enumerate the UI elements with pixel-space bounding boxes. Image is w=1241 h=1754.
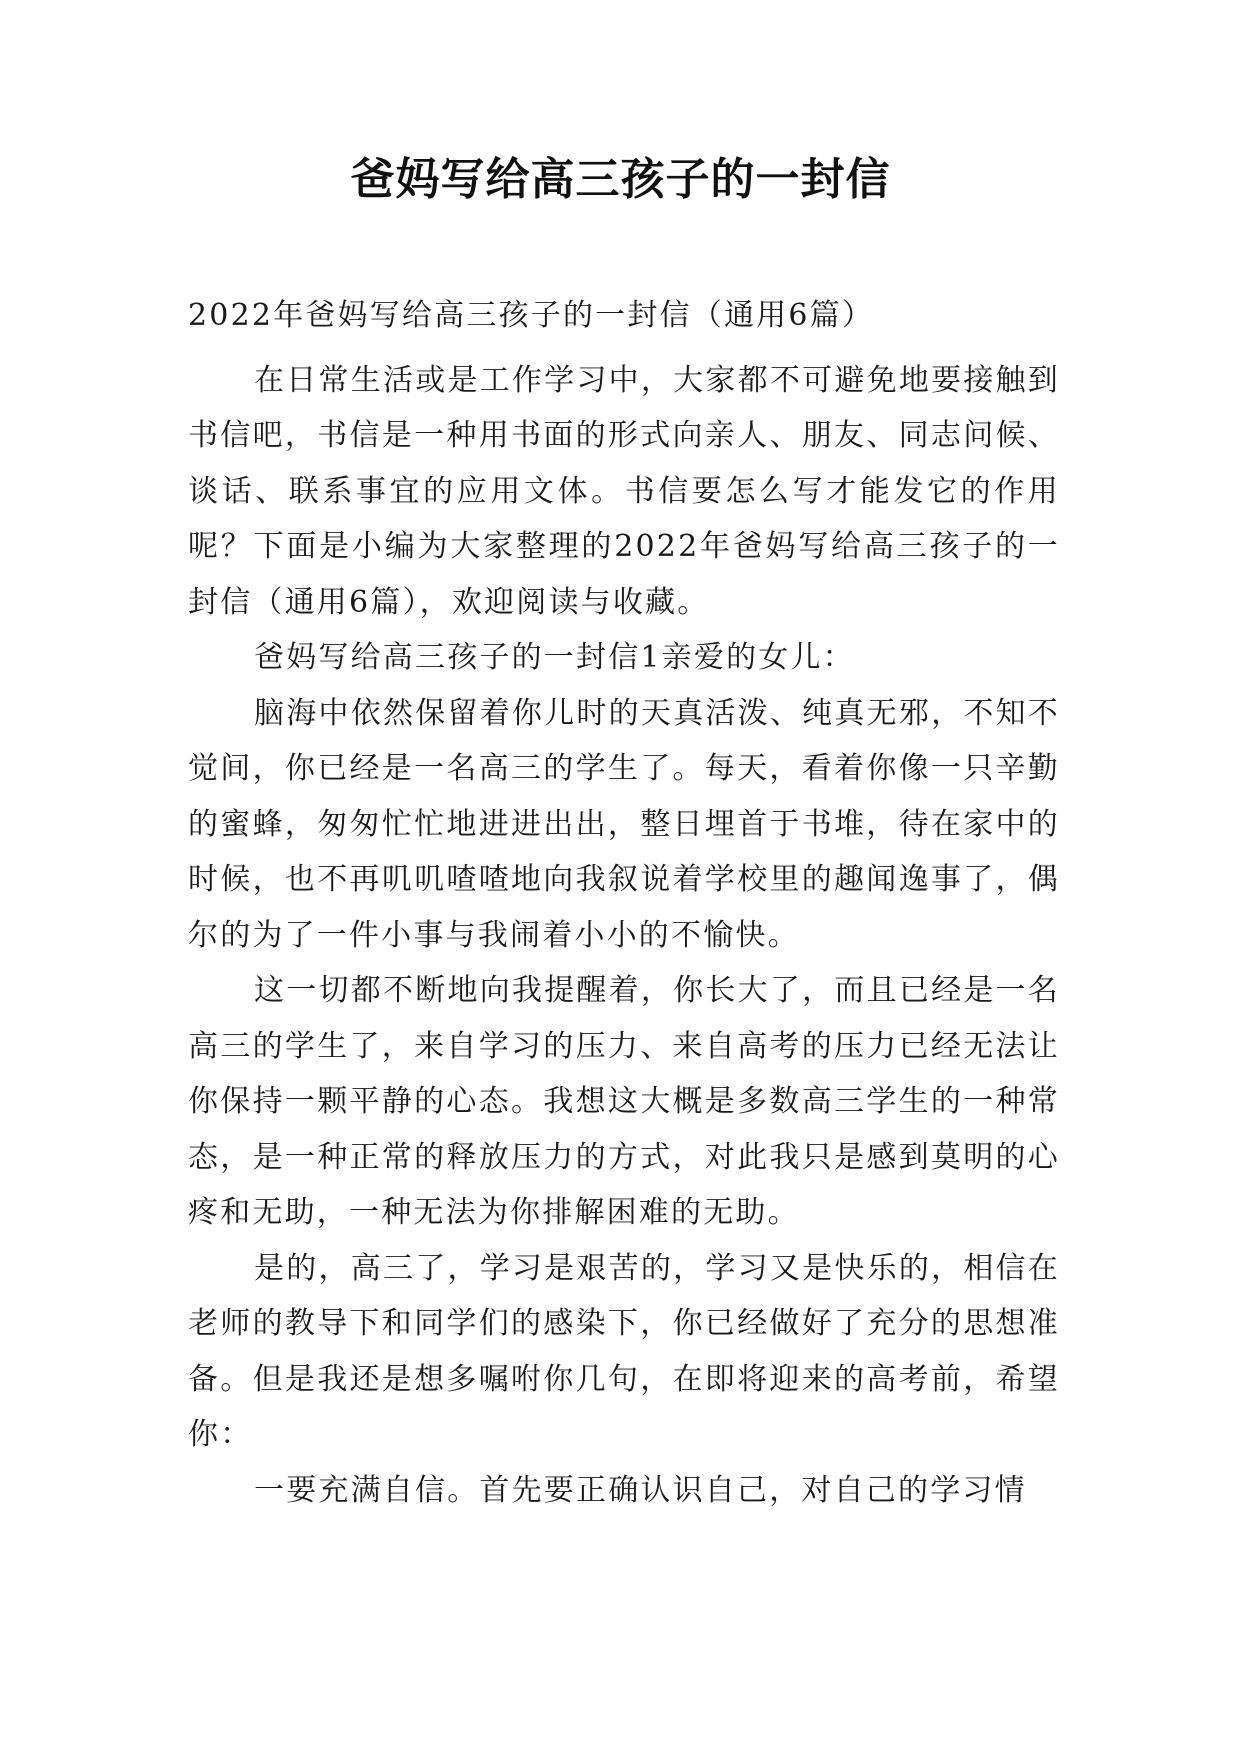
paragraph-2: 这一切都不断地向我提醒着，你长大了，而且已经是一名高三的学生了，来自学习的压力、来自高考的压力已经无法让你保持一颗平静的心态。我想这大概是多数高三学生的一种常态，是一种正常的释放压力的方式，对此我只是感到莫明的心疼和无助，一种无法为你排解困难的无助。	[188, 973, 1060, 1230]
paragraph-1: 脑海中依然保留着你儿时的天真活泼、纯真无邪，不知不觉间，你已经是一名高三的学生了。每天，看着你像一只辛勤的蜜蜂，匆匆忙忙地进进出出，整日埋首于书堆，待在家中的时候，也不再叽叽喳喳地向我叙说着学校里的趣闻逸事了，偶尔的为了一件小事与我闹着小小的不愉快。	[188, 695, 1060, 953]
document-body	[188, 288, 1060, 1518]
document-title: 爸妈写给高三孩子的一封信	[350, 154, 891, 205]
paragraph-intro: 在日常生活或是工作学习中，大家都不可避免地要接触到书信吧，书信是一种用书面的形式向亲人、朋友、同志问候、谈话、联系事宜的应用文体。书信要怎么写才能发它的作用呢？下面是小编为大家整理的2022年爸妈写给高三孩子的一封信（通用6篇），欢迎阅读与收藏。	[188, 362, 1060, 620]
document-subtitle: 2022年爸妈写给高三孩子的一封信（通用6篇）	[188, 298, 875, 333]
paragraph-4: 一要充满自信。首先要正确认识自己，对自己的学习情	[254, 1472, 1027, 1508]
paragraph-salutation: 爸妈写给高三孩子的一封信1亲爱的女儿：	[254, 640, 855, 675]
paragraph-3: 是的，高三了，学习是艰苦的，学习又是快乐的，相信在老师的教导下和同学们的感染下，你已经做好了充分的思想准备。但是我还是想多嘱咐你几句，在即将迎来的高考前，希望你：	[188, 1250, 1060, 1452]
